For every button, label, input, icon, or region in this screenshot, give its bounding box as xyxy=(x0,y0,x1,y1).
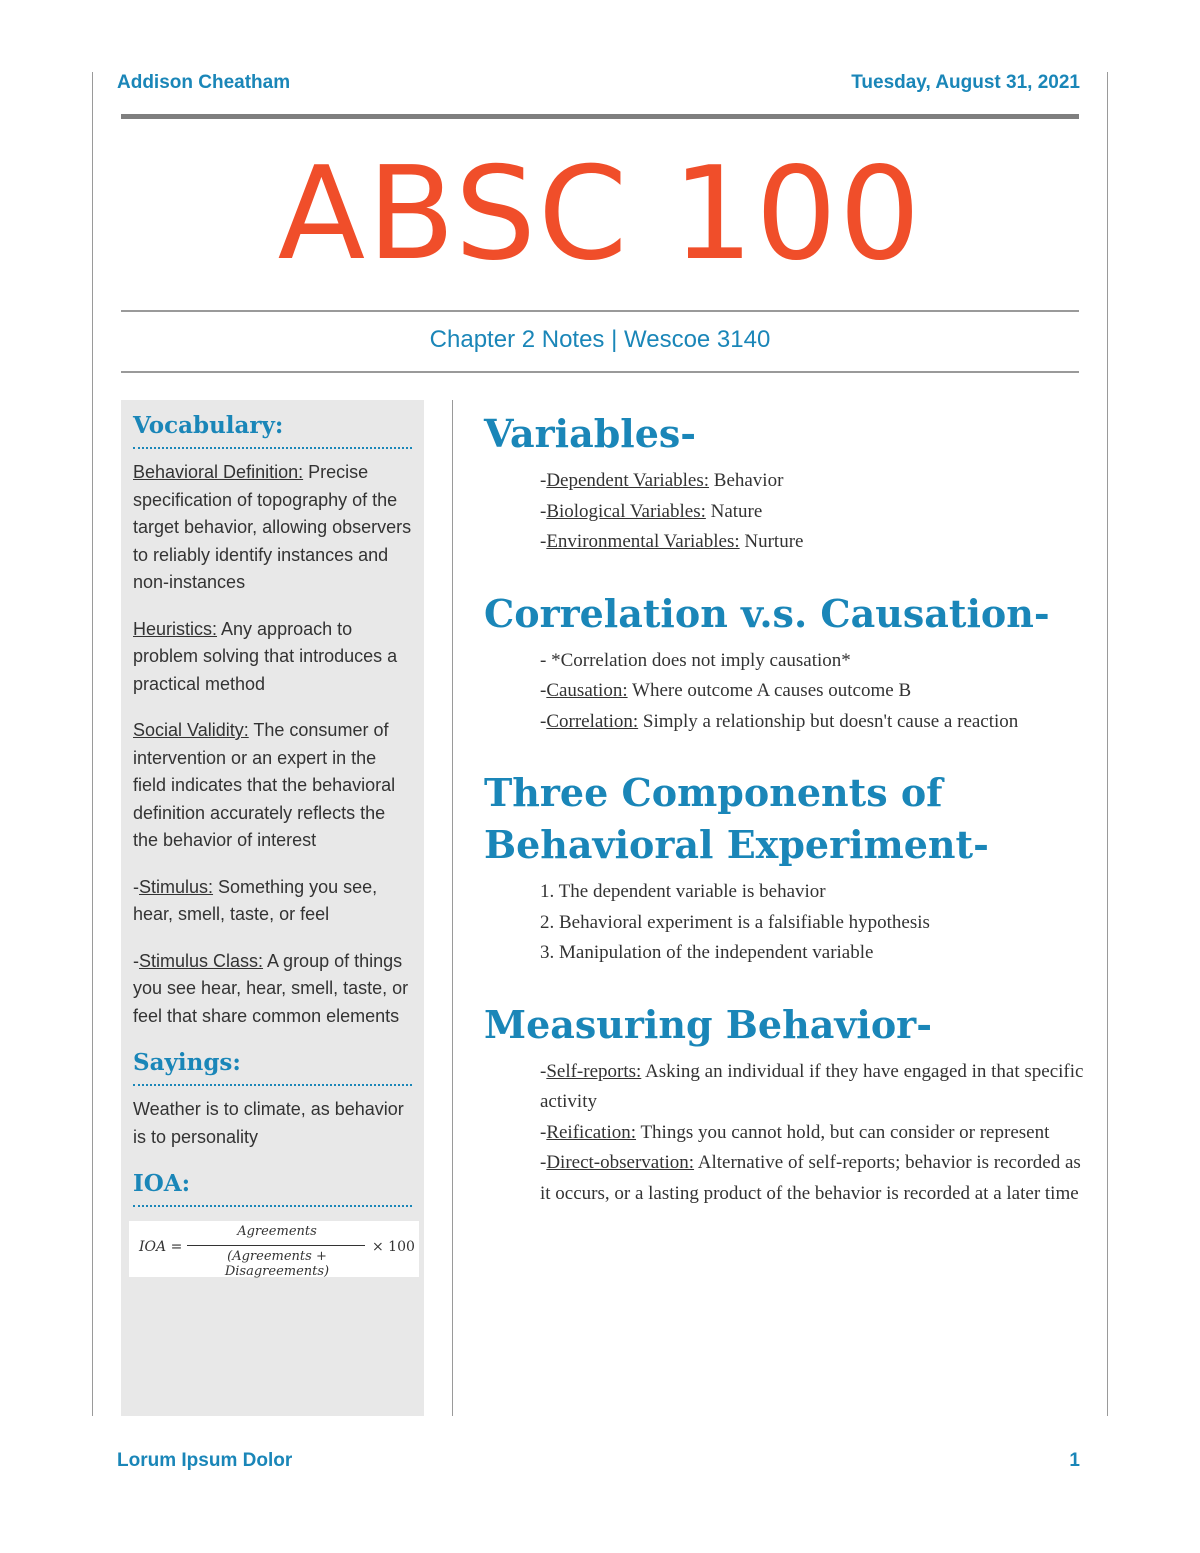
dotted-divider xyxy=(133,447,412,449)
list-item: 3. Manipulation of the independent variable xyxy=(540,942,874,963)
section-heading: Measuring Behavior- xyxy=(484,1001,932,1047)
section-list xyxy=(540,646,1084,738)
list-item: 1. The dependent variable is behavior xyxy=(540,881,826,902)
section-heading: Variables- xyxy=(484,411,697,456)
title-rule-top xyxy=(121,310,1079,312)
dotted-divider xyxy=(133,1084,412,1086)
vocab-definition: A group of things you see hear, hear, smell, taste, or feel that share common elements xyxy=(133,950,409,1026)
item-term: Causation: xyxy=(546,680,628,701)
section-numbered-list xyxy=(540,877,1084,969)
column-divider xyxy=(452,400,453,1416)
dotted-divider xyxy=(133,1205,412,1207)
sidebar xyxy=(121,400,424,1416)
section-correlation xyxy=(484,588,1084,738)
list-item: 2. Behavioral experiment is a falsifiable hypothesis xyxy=(540,911,930,933)
header-rule xyxy=(121,114,1079,119)
vocab-term: Stimulus: xyxy=(139,876,214,897)
item-term: Environmental Variables: xyxy=(546,531,740,552)
header-author: Addison Cheatham xyxy=(117,72,291,93)
vocab-definition: Something you see, hear, smell, taste, or feel xyxy=(133,876,378,924)
list-item: -Reification: Things you cannot hold, but can consider or represent xyxy=(540,1121,1050,1143)
vocab-definition: Any approach to problem solving that introduces a practical method xyxy=(133,618,398,694)
title-rule-bottom xyxy=(121,371,1079,373)
list-item: -Direct-observation: Alternative of self-reports; behavior is recorded as it occurs, or a lasting product of the behavior is recorded at a later time xyxy=(540,1152,1081,1204)
ioa-heading: IOA: xyxy=(133,1170,191,1197)
ioa-fraction-bar xyxy=(187,1245,365,1246)
item-term: Direct-observation: xyxy=(546,1152,695,1173)
list-item: - *Correlation does not imply causation* xyxy=(540,649,851,671)
document-title: ABSC 100 xyxy=(277,140,923,289)
section-heading: Three Components of Behavioral Experiment- xyxy=(484,770,989,867)
vocab-term: Stimulus Class: xyxy=(139,950,264,971)
list-item: -Environmental Variables: Nurture xyxy=(540,531,804,552)
section-list xyxy=(540,1057,1084,1210)
vocab-term: Social Validity: xyxy=(133,720,249,740)
main-notes xyxy=(484,408,1084,1239)
vocab-entry: -Stimulus: Something you see, hear, smell, taste, or feel xyxy=(133,876,378,924)
vocab-definition: The consumer of intervention or an expert in the field indicates that the behavioral definition accurately reflects the the behavior of interest xyxy=(133,720,396,850)
list-item: -Correlation: Simply a relationship but doesn't cause a reaction xyxy=(540,710,1019,732)
sayings-heading: Sayings: xyxy=(133,1049,241,1076)
item-term: Reification: xyxy=(546,1121,637,1143)
section-measuring xyxy=(484,999,1084,1210)
vocab-entry xyxy=(133,616,412,699)
item-term: Biological Variables: xyxy=(546,500,706,522)
ioa-formula-multiplier: × 100 xyxy=(372,1239,415,1255)
ioa-formula-denominator: (Agreements + Disagreements) xyxy=(224,1249,330,1279)
vocab-entry xyxy=(133,459,412,597)
vocab-term: Heuristics: xyxy=(133,618,218,639)
section-variables xyxy=(484,408,1084,558)
document-subtitle: Chapter 2 Notes | Wescoe 3140 xyxy=(429,326,771,353)
ioa-formula-lhs: IOA = xyxy=(139,1239,183,1255)
ioa-formula-numerator: Agreements xyxy=(237,1224,317,1239)
saying-text: Weather is to climate, as behavior is to personality xyxy=(133,1099,404,1147)
item-term: Self-reports: xyxy=(546,1060,642,1082)
header-date: Tuesday, August 31, 2021 xyxy=(851,72,1080,93)
section-components xyxy=(484,767,1084,969)
vocab-term: Behavioral Definition: xyxy=(133,462,304,482)
vocab-entry: -Stimulus Class: A group of things you see hear, hear, smell, taste, or feel that share common elements xyxy=(133,950,409,1026)
page-number: 1 xyxy=(1069,1450,1080,1471)
ioa-formula xyxy=(129,1221,419,1277)
section-list xyxy=(540,466,1084,558)
item-term: Correlation: xyxy=(546,710,639,732)
item-term: Dependent Variables: xyxy=(546,470,710,491)
vocabulary-heading: Vocabulary: xyxy=(133,412,284,439)
list-item: -Dependent Variables: Behavior xyxy=(540,470,784,491)
list-item: -Causation: Where outcome A causes outcome B xyxy=(540,680,912,701)
footer-text: Lorum Ipsum Dolor xyxy=(117,1450,293,1471)
section-heading: Correlation v.s. Causation- xyxy=(484,590,1050,636)
list-item: -Biological Variables: Nature xyxy=(540,500,763,522)
vocab-definition: Precise specification of topography of the target behavior, allowing observers to reliably identify instances and non-instances xyxy=(133,462,412,592)
list-item: -Self-reports: Asking an individual if they have engaged in that specific activity xyxy=(540,1060,1084,1112)
vocab-entry xyxy=(133,717,412,855)
